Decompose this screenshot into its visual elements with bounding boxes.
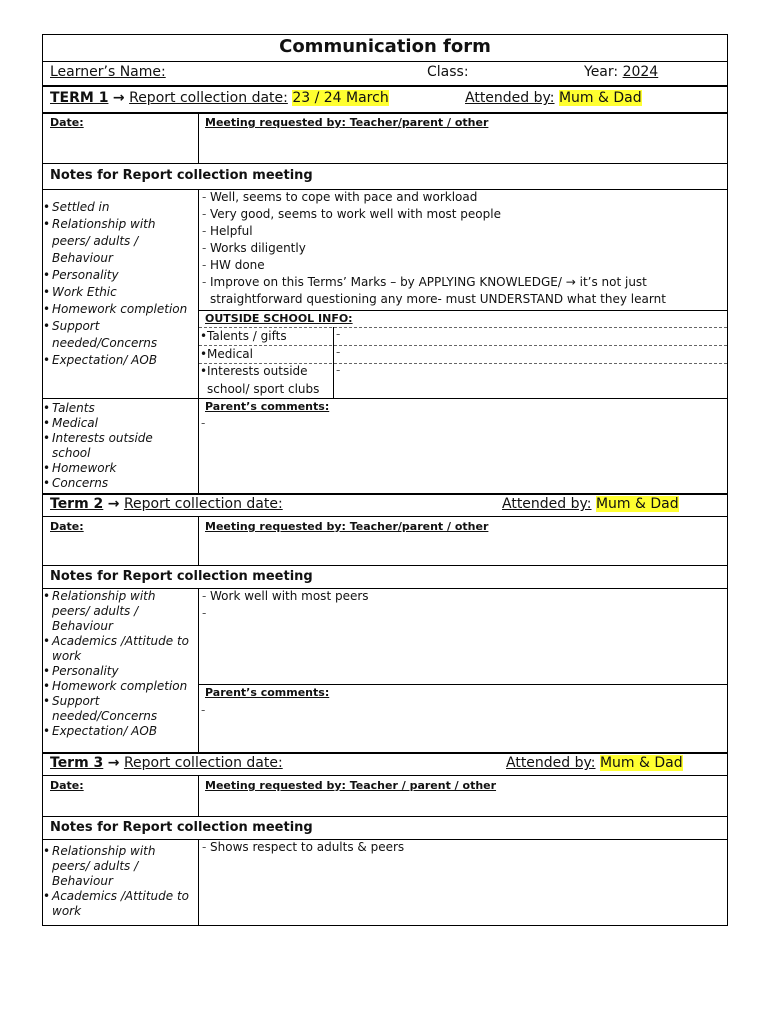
list-item: • Talents <box>44 401 194 416</box>
list-item: • Academics /Attitude to work <box>44 634 194 664</box>
list-item: - Works diligently <box>200 240 720 257</box>
outside-value: - <box>336 363 341 377</box>
list-item: - Improve on this Terms’ Marks – by APPLYING KNOWLEDGE/ → it’s not just straightforward questioning any more- must UNDERSTAND what they learnt <box>200 274 720 308</box>
list-item: • Personality <box>44 664 194 679</box>
list-item: • Homework completion <box>44 301 194 318</box>
term1-header <box>50 90 389 106</box>
term3-attended-label: Attended by: <box>506 755 596 771</box>
term1-topic-list <box>44 199 194 369</box>
list-item: • Work Ethic <box>44 284 194 301</box>
term3-attended <box>506 755 683 771</box>
list-item: • Talents / gifts <box>200 329 287 343</box>
list-item: - HW done <box>200 257 720 274</box>
term1-parent-value: - <box>201 416 206 430</box>
term2-attended <box>502 496 679 512</box>
term1-attended <box>465 90 642 106</box>
year-label: Year: <box>584 64 619 80</box>
term2-attended-label: Attended by: <box>502 496 592 512</box>
term1-notes <box>200 189 720 308</box>
list-item: - Work well with most peers <box>200 588 720 605</box>
term2-label: Term 2 <box>50 496 104 512</box>
outside-value: - <box>336 345 341 359</box>
list-item: • Homework completion <box>44 679 194 694</box>
list-item: • Expectation/ AOB <box>44 352 194 369</box>
arrow-right-icon: → <box>107 755 120 771</box>
list-item: • Concerns <box>44 476 194 491</box>
list-item: • Medical <box>200 347 253 361</box>
term1-report-label: Report collection date: <box>129 90 288 106</box>
term1-report-date: 23 / 24 March <box>292 90 389 106</box>
term3-attended-value: Mum & Dad <box>599 755 683 771</box>
list-item: • Relationship with peers/ adults / Behaviour <box>44 589 194 634</box>
term2-topic-list <box>44 589 194 739</box>
term2-attended-value: Mum & Dad <box>595 496 679 512</box>
term1-notes-heading: Notes for Report collection meeting <box>50 168 313 183</box>
list-item: - Well, seems to cope with pace and workload <box>200 189 720 206</box>
class-label: Class: <box>427 64 469 80</box>
term1-parent-topic-list <box>44 401 194 491</box>
term2-parent-label: Parent’s comments: <box>205 686 330 699</box>
list-item: • Relationship with peers/ adults / Behaviour <box>44 844 194 889</box>
list-item: - Helpful <box>200 223 720 240</box>
list-item: • Interests outside school/ sport clubs <box>200 364 320 396</box>
list-item: • Support needed/Concerns <box>44 318 194 352</box>
term2-parent-value: - <box>201 703 206 717</box>
term1-date-label: Date: <box>50 116 84 129</box>
list-item: • Interests outside school <box>44 431 194 461</box>
list-item: • Medical <box>44 416 194 431</box>
arrow-right-icon: → <box>112 90 125 106</box>
list-item: • Support needed/Concerns <box>44 694 194 724</box>
list-item: • Homework <box>44 461 194 476</box>
term3-header <box>50 755 283 771</box>
list-item: • Personality <box>44 267 194 284</box>
term3-date-label: Date: <box>50 779 84 792</box>
outside-value: - <box>336 327 341 341</box>
term2-header <box>50 496 283 512</box>
form-title: Communication form <box>279 36 491 57</box>
list-item: • Academics /Attitude to work <box>44 889 194 919</box>
term3-notes <box>200 839 720 856</box>
outside-school-heading: OUTSIDE SCHOOL INFO: <box>205 312 353 325</box>
term1-attended-label: Attended by: <box>465 90 555 106</box>
list-item: - Very good, seems to work well with most people <box>200 206 720 223</box>
term2-date-label: Date: <box>50 520 84 533</box>
term2-meeting-label: Meeting requested by: Teacher/parent / other <box>205 520 489 533</box>
term2-notes-heading: Notes for Report collection meeting <box>50 569 313 584</box>
term1-attended-value: Mum & Dad <box>558 90 642 106</box>
list-item: • Relationship with peers/ adults / Behaviour <box>44 216 194 267</box>
term3-label: Term 3 <box>50 755 104 771</box>
year-value: 2024 <box>622 64 659 80</box>
term1-label: TERM 1 <box>50 90 109 106</box>
term3-report-label: Report collection date: <box>123 755 283 771</box>
list-item: - Shows respect to adults & peers <box>200 839 720 856</box>
list-item <box>200 605 720 622</box>
term2-report-label: Report collection date: <box>123 496 283 512</box>
term1-parent-label: Parent’s comments: <box>205 400 330 413</box>
term3-meeting-label: Meeting requested by: Teacher / parent / other <box>205 779 497 792</box>
list-item: • Settled in <box>44 199 194 216</box>
year-field <box>584 64 658 80</box>
term1-meeting-label: Meeting requested by: Teacher/parent / other <box>205 116 489 129</box>
term3-notes-heading: Notes for Report collection meeting <box>50 820 313 835</box>
arrow-right-icon: → <box>107 496 120 512</box>
list-item: • Expectation/ AOB <box>44 724 194 739</box>
learner-name-label: Learner’s Name: <box>50 64 166 80</box>
term3-topic-list <box>44 844 194 919</box>
term2-notes <box>200 588 720 622</box>
